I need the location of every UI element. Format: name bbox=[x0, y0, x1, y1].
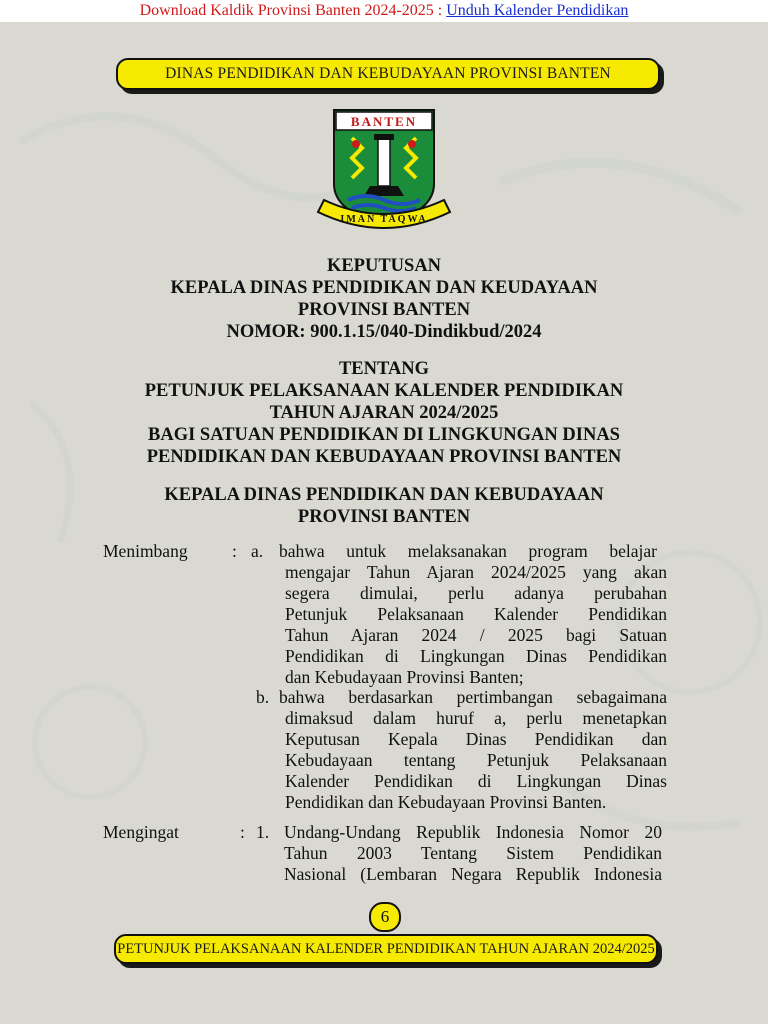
menimbang-a-line: Petunjuk Pelaksanaan Kalender Pendidikan bbox=[285, 604, 667, 624]
authority-heading bbox=[0, 484, 768, 528]
subject-line-1: TENTANG bbox=[338, 359, 430, 379]
authority-line-1: KEPALA DINAS PENDIDIKAN DAN KEBUDAYAAN bbox=[164, 485, 604, 505]
subject-line-4: BAGI SATUAN PENDIDIKAN DI LINGKUNGAN DINAS bbox=[148, 425, 620, 445]
emblem-ribbon-text: IMAN TAQWA bbox=[340, 214, 428, 225]
footer-banner: PETUNJUK PELAKSANAAN KALENDER PENDIDIKAN TAHUN AJARAN 2024/2025 bbox=[114, 934, 658, 964]
mengingat-item1-line: Tahun 2003 Tentang Sistem Pendidikan bbox=[284, 843, 662, 863]
subject-line-5: PENDIDIKAN DAN KEBUDAYAAN PROVINSI BANTEN bbox=[146, 447, 622, 467]
menimbang-b-line: Kebudayaan tentang Petunjuk Pelaksanaan bbox=[285, 750, 667, 770]
menimbang-label: Menimbang bbox=[103, 541, 188, 561]
download-separator: : bbox=[433, 2, 447, 19]
menimbang-b-continuation bbox=[285, 708, 667, 813]
mengingat-item1-line: Undang-Undang Republik Indonesia Nomor 20 bbox=[284, 822, 662, 842]
mengingat-item1-marker: 1. bbox=[256, 822, 270, 842]
menimbang-colon: : bbox=[232, 541, 237, 561]
download-header bbox=[0, 0, 768, 22]
download-text: Download Kaldik Provinsi Banten 2024-2025 bbox=[139, 2, 434, 19]
title-line-2: KEPALA DINAS PENDIDIKAN DAN KEUDAYAAN bbox=[170, 278, 598, 298]
unduh-kalender-link[interactable]: Unduh Kalender Pendidikan bbox=[446, 2, 629, 19]
menimbang-b-line: dimaksud dalam huruf a, perlu menetapkan bbox=[285, 708, 667, 728]
mengingat-item1-line: Nasional (Lembaran Negara Republik Indonesia bbox=[284, 864, 662, 884]
page-number: 6 bbox=[369, 902, 401, 932]
document-page bbox=[0, 22, 768, 1024]
title-line-4: NOMOR: 900.1.15/040-Dindikbud/2024 bbox=[226, 322, 542, 342]
title-line-3: PROVINSI BANTEN bbox=[297, 300, 471, 320]
authority-line-2: PROVINSI BANTEN bbox=[297, 507, 471, 527]
decree-title bbox=[0, 255, 768, 343]
menimbang-a-line: dan Kebudayaan Provinsi Banten; bbox=[285, 667, 524, 687]
decree-subject bbox=[0, 358, 768, 468]
banten-emblem bbox=[314, 104, 454, 236]
menimbang-a-line: Pendidikan di Lingkungan Dinas Pendidikan bbox=[285, 646, 667, 666]
menimbang-a-continuation bbox=[285, 562, 667, 688]
title-line-1: KEPUTUSAN bbox=[326, 256, 442, 276]
menimbang-a-line: bahwa untuk melaksanakan program belajar bbox=[279, 541, 657, 561]
menimbang-b-line: Pendidikan dan Kebudayaan Provinsi Banten. bbox=[285, 792, 607, 812]
menimbang-b-text bbox=[279, 687, 667, 708]
mengingat-label: Mengingat bbox=[103, 822, 179, 842]
menimbang-b-line: Keputusan Kepala Dinas Pendidikan dan bbox=[285, 729, 667, 749]
menimbang-b-line: bahwa berdasarkan pertimbangan sebagaimana bbox=[279, 687, 667, 707]
menimbang-b-marker: b. bbox=[256, 687, 270, 707]
menimbang-a-line: segera dimulai, perlu adanya perubahan bbox=[285, 583, 667, 603]
menimbang-a-line: Tahun Ajaran 2024 / 2025 bagi Satuan bbox=[285, 625, 667, 645]
mengingat-colon: : bbox=[240, 822, 245, 842]
subject-line-3: TAHUN AJARAN 2024/2025 bbox=[269, 403, 499, 423]
menimbang-a-text bbox=[279, 541, 657, 562]
emblem-banten-text: BANTEN bbox=[350, 114, 418, 129]
menimbang-a-marker: a. bbox=[251, 541, 264, 561]
header-banner: DINAS PENDIDIKAN DAN KEBUDAYAAN PROVINSI BANTEN bbox=[116, 58, 660, 90]
mengingat-item1-text bbox=[284, 822, 662, 885]
subject-line-2: PETUNJUK PELAKSANAAN KALENDER PENDIDIKAN bbox=[144, 381, 624, 401]
menimbang-b-line: Kalender Pendidikan di Lingkungan Dinas bbox=[285, 771, 667, 791]
menimbang-a-line: mengajar Tahun Ajaran 2024/2025 yang akan bbox=[285, 562, 667, 582]
